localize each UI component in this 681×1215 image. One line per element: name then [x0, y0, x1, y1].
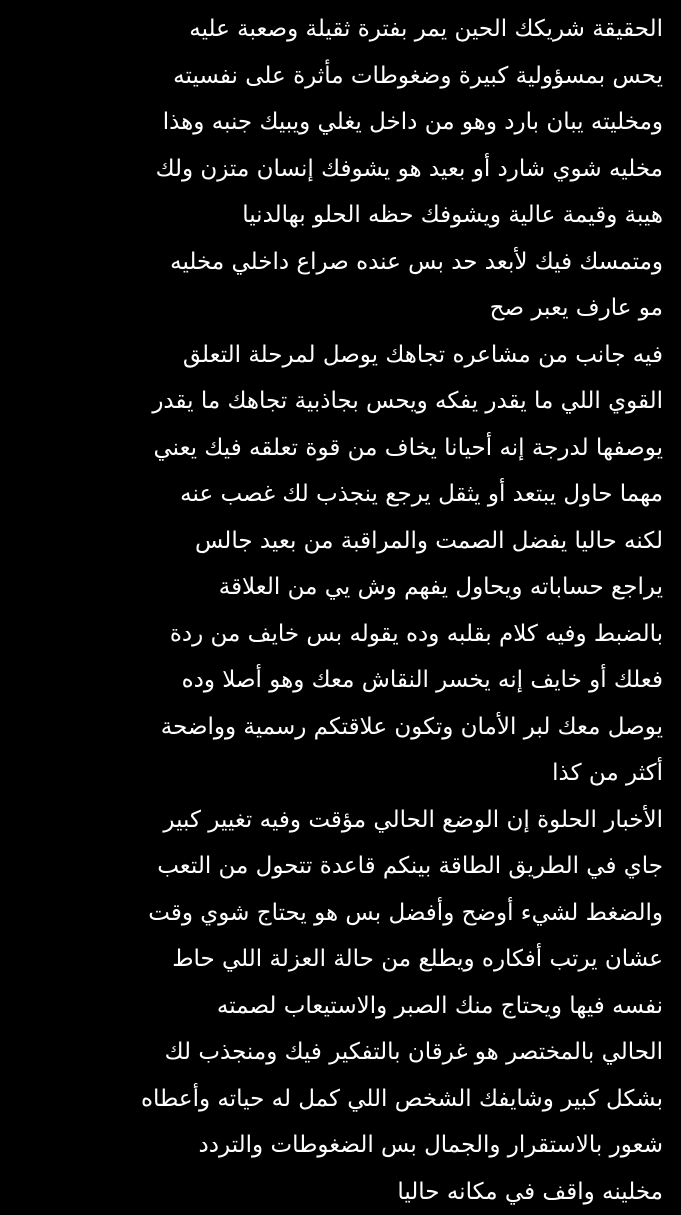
text-line: شعور بالاستقرار والجمال بس الضغوطات والتردد [18, 1122, 663, 1169]
text-line: مخليه شوي شارد أو بعيد هو يشوفك إنسان متزن ولك [18, 146, 663, 193]
text-line: فيه جانب من مشاعره تجاهك يوصل لمرحلة التعلق [18, 332, 663, 379]
text-line: مخلينه واقف في مكانه حاليا [18, 1169, 663, 1215]
text-line: ومخليته يبان بارد وهو من داخل يغلي ويبيك جنبه وهذا [18, 99, 663, 146]
text-line: الأخبار الحلوة إن الوضع الحالي مؤقت وفيه تغيير كبير [18, 797, 663, 844]
text-line: نفسه فيها ويحتاج منك الصبر والاستيعاب لصمته [18, 983, 663, 1030]
text-line: بالضبط وفيه كلام بقلبه وده يقوله بس خايف من ردة [18, 611, 663, 658]
text-line: يوصفها لدرجة إنه أحيانا يخاف من قوة تعلقه فيك يعني [18, 425, 663, 472]
text-line: بشكل كبير وشايفك الشخص اللي كمل له حياته وأعطاه [18, 1076, 663, 1123]
text-line: يحس بمسؤولية كبيرة وضغوطات مأثرة على نفسيته [18, 53, 663, 100]
text-line: الحقيقة شريكك الحين يمر بفترة ثقيلة وصعبة عليه [18, 6, 663, 53]
text-line: الحالي بالمختصر هو غرقان بالتفكير فيك ومنجذب لك [18, 1029, 663, 1076]
text-line: فعلك أو خايف إنه يخسر النقاش معك وهو أصلا وده [18, 657, 663, 704]
text-line: مو عارف يعبر صح [18, 285, 663, 332]
text-line: يراجع حساباته ويحاول يفهم وش يي من العلاقة [18, 564, 663, 611]
text-line: القوي اللي ما يقدر يفكه ويحس بجاذبية تجاهك ما يقدر [18, 378, 663, 425]
text-line: هيبة وقيمة عالية ويشوفك حظه الحلو بهالدنيا [18, 192, 663, 239]
text-line: عشان يرتب أفكاره ويطلع من حالة العزلة اللي حاط [18, 936, 663, 983]
text-line: والضغط لشيء أوضح وأفضل بس هو يحتاج شوي وقت [18, 890, 663, 937]
text-line: أكثر من كذا [18, 750, 663, 797]
text-line: مهما حاول يبتعد أو يثقل يرجع ينجذب لك غصب عنه [18, 471, 663, 518]
text-line: ومتمسك فيك لأبعد حد بس عنده صراع داخلي مخليه [18, 239, 663, 286]
text-line: لكنه حاليا يفضل الصمت والمراقبة من بعيد جالس [18, 518, 663, 565]
text-line: جاي في الطريق الطاقة بينكم قاعدة تتحول من التعب [18, 843, 663, 890]
text-line: يوصل معك لبر الأمان وتكون علاقتكم رسمية وواضحة [18, 704, 663, 751]
